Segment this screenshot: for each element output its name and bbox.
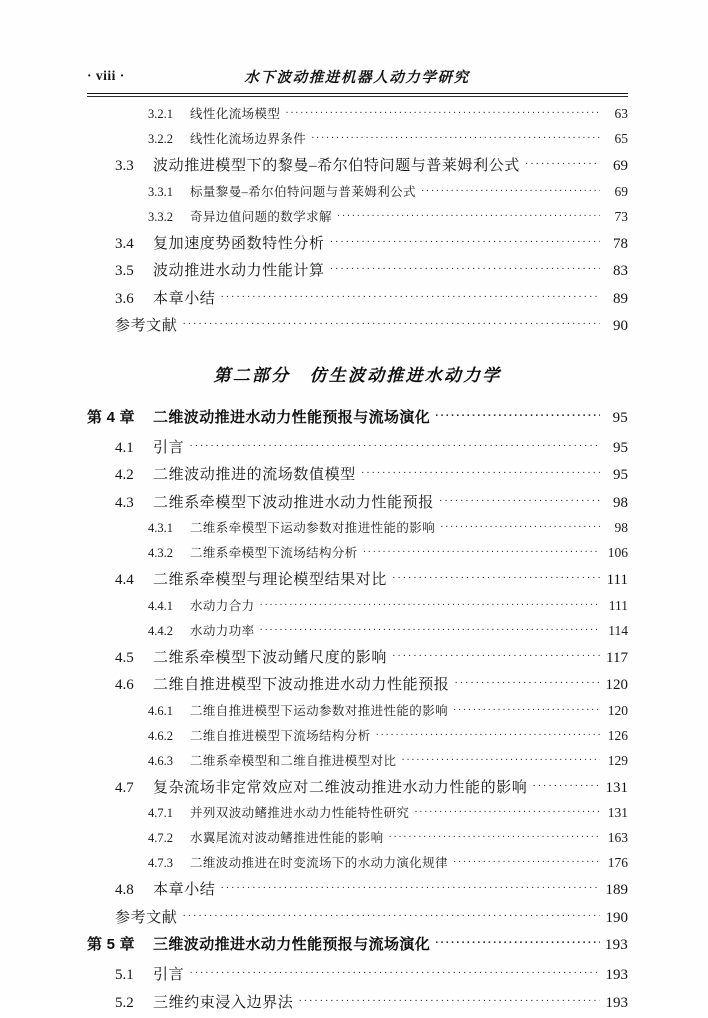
toc-entry-page-number: 114 xyxy=(602,623,628,639)
toc-entry-title: 本章小结 xyxy=(153,287,215,308)
toc-entry-page-number: 95 xyxy=(602,440,628,457)
toc-entry-title: 二维系牵模型下运动参数对推进性能的影响 xyxy=(190,518,435,536)
toc-entry-page-number: 95 xyxy=(602,410,628,427)
toc-entry-number: 3.6 xyxy=(115,291,153,308)
toc-entry-level-3[interactable] xyxy=(87,182,628,207)
toc-dot-leader xyxy=(525,158,600,170)
toc-entry-title: 复加速度势函数特性分析 xyxy=(153,232,325,253)
toc-entry-level-2[interactable] xyxy=(87,906,628,934)
toc-dot-leader xyxy=(361,467,600,479)
toc-entry-number: 4.6.1 xyxy=(148,704,190,719)
toc-entry-page-number: 111 xyxy=(602,572,628,589)
toc-entry-number: 4.6 xyxy=(115,677,153,694)
toc-dot-leader xyxy=(421,186,600,197)
toc-dot-leader xyxy=(453,857,600,868)
toc-entry-level-2[interactable] xyxy=(87,154,628,182)
toc-entry-level-2[interactable] xyxy=(87,463,628,491)
toc-entry-page-number: 69 xyxy=(602,184,628,200)
toc-entry-level-2[interactable] xyxy=(87,568,628,596)
toc-entry-page-number: 63 xyxy=(602,106,628,122)
toc-entry-level-2[interactable] xyxy=(87,436,628,464)
toc-entry-level-2[interactable] xyxy=(87,646,628,674)
toc-entry-number: 3.3.1 xyxy=(148,185,190,200)
toc-dot-leader xyxy=(532,780,600,792)
toc-entry-title: 三维约束浸入边界法 xyxy=(153,991,293,1012)
toc-dot-leader xyxy=(189,967,600,979)
toc-entry-title: 波动推进水动力性能计算 xyxy=(153,259,325,280)
toc-entry-level-3[interactable] xyxy=(87,853,628,878)
toc-dot-leader xyxy=(220,291,600,303)
toc-entry-page-number: 117 xyxy=(602,650,628,667)
toc-entry-page-number: 106 xyxy=(602,545,628,561)
toc-entry-level-1[interactable] xyxy=(87,406,628,436)
toc-entry-number: 4.6.2 xyxy=(148,729,190,744)
toc-dot-leader xyxy=(285,108,600,119)
toc-dot-leader xyxy=(414,807,600,818)
toc-entry-page-number: 95 xyxy=(602,467,628,484)
toc-dot-leader xyxy=(182,318,600,330)
toc-entry-level-2[interactable] xyxy=(87,991,628,1018)
toc-entry-page-number: 126 xyxy=(602,728,628,744)
toc-entry-title: 二维系牵模型下波动推进水动力性能预报 xyxy=(153,491,434,512)
toc-entry-title: 二维波动推进的流场数值模型 xyxy=(153,463,356,484)
toc-entry-number: 4.1 xyxy=(115,440,153,457)
toc-dot-leader xyxy=(363,547,600,558)
toc-entry-page-number: 131 xyxy=(602,780,628,797)
toc-entry-level-1[interactable] xyxy=(87,933,628,963)
toc-entry-level-2[interactable] xyxy=(87,314,628,342)
toc-entry-level-2[interactable] xyxy=(87,259,628,287)
running-title: 水下波动推进机器人动力学研究 xyxy=(87,66,627,87)
toc-entry-title: 复杂流场非定常效应对二维波动推进水动力性能的影响 xyxy=(153,776,527,797)
toc-entry-number: 4.7.1 xyxy=(148,806,190,821)
toc-entry-number: 4.6.3 xyxy=(148,754,190,769)
toc-dot-leader xyxy=(454,677,600,689)
table-of-contents xyxy=(87,104,628,1018)
toc-entry-number: 3.4 xyxy=(115,236,153,253)
toc-entry-level-3[interactable] xyxy=(87,129,628,154)
toc-entry-level-3[interactable] xyxy=(87,543,628,568)
toc-dot-leader xyxy=(330,236,600,248)
toc-entry-page-number: 98 xyxy=(602,520,628,536)
toc-dot-leader xyxy=(392,650,600,662)
toc-entry-level-3[interactable] xyxy=(87,701,628,726)
toc-entry-number: 4.3.2 xyxy=(148,546,190,561)
toc-entry-page-number: 98 xyxy=(602,495,628,512)
toc-entry-page-number: 193 xyxy=(602,937,628,954)
toc-dot-leader xyxy=(189,440,600,452)
toc-entry-level-2[interactable] xyxy=(87,963,628,991)
toc-entry-title: 二维波动推进在时变流场下的水动力演化规律 xyxy=(190,853,448,871)
toc-entry-level-3[interactable] xyxy=(87,621,628,646)
page-folio: · viii · xyxy=(87,68,125,84)
toc-dot-leader xyxy=(337,211,600,222)
toc-entry-number: 3.2.1 xyxy=(148,107,190,122)
toc-dot-leader xyxy=(439,495,600,507)
toc-dot-leader xyxy=(311,133,600,144)
toc-dot-leader xyxy=(220,882,600,894)
toc-entry-number: 4.7.2 xyxy=(148,831,190,846)
toc-entry-title: 奇异边值问题的数学求解 xyxy=(190,207,332,225)
toc-dot-leader xyxy=(453,705,600,716)
toc-entry-number: 5.1 xyxy=(115,967,153,984)
page-header xyxy=(87,66,627,94)
toc-dot-leader xyxy=(376,730,600,741)
toc-entry-title: 二维系牵模型下波动鳍尺度的影响 xyxy=(153,646,387,667)
toc-entry-page-number: 120 xyxy=(602,677,628,694)
toc-entry-title: 二维自推进模型下运动参数对推进性能的影响 xyxy=(190,701,448,719)
toc-dot-leader xyxy=(435,410,600,422)
toc-entry-level-2[interactable] xyxy=(87,673,628,701)
toc-entry-number: 4.4.2 xyxy=(148,624,190,639)
toc-entry-title: 二维波动推进水动力性能预报与流场演化 xyxy=(153,406,430,427)
part-divider-heading xyxy=(87,342,628,406)
toc-entry-number: 第 4 章 xyxy=(87,406,153,427)
toc-entry-title: 三维波动推进水动力性能预报与流场演化 xyxy=(153,933,430,954)
toc-entry-page-number: 120 xyxy=(602,703,628,719)
toc-entry-title: 二维系牵模型与理论模型结果对比 xyxy=(153,568,387,589)
toc-dot-leader xyxy=(298,995,600,1007)
toc-dot-leader xyxy=(182,910,600,922)
toc-dot-leader xyxy=(260,600,600,611)
toc-entry-page-number: 193 xyxy=(602,995,628,1012)
toc-entry-title: 线性化流场边界条件 xyxy=(190,129,306,147)
toc-entry-number: 3.3.2 xyxy=(148,210,190,225)
toc-entry-title: 引言 xyxy=(153,963,184,984)
header-divider-rule xyxy=(87,93,628,94)
toc-entry-level-3[interactable] xyxy=(87,828,628,853)
toc-entry-title: 水翼尾流对波动鳍推进性能的影响 xyxy=(190,828,384,846)
toc-entry-title: 二维自推进模型下波动推进水动力性能预报 xyxy=(153,673,449,694)
toc-entry-level-2[interactable] xyxy=(87,491,628,519)
toc-entry-page-number: 65 xyxy=(602,131,628,147)
toc-entry-page-number: 129 xyxy=(602,753,628,769)
toc-dot-leader xyxy=(260,625,600,636)
toc-entry-number: 4.4.1 xyxy=(148,599,190,614)
toc-entry-number: 5.2 xyxy=(115,995,153,1012)
toc-entry-title: 波动推进模型下的黎曼–希尔伯特问题与普莱姆利公式 xyxy=(153,154,520,175)
toc-entry-title: 引言 xyxy=(153,436,184,457)
toc-entry-title: 参考文献 xyxy=(115,906,177,927)
toc-entry-number: 3.5 xyxy=(115,263,153,280)
toc-entry-level-3[interactable] xyxy=(87,596,628,621)
toc-entry-title: 参考文献 xyxy=(115,314,177,335)
toc-entry-level-3[interactable] xyxy=(87,207,628,232)
toc-entry-level-3[interactable] xyxy=(87,751,628,776)
toc-entry-level-3[interactable] xyxy=(87,518,628,543)
toc-entry-page-number: 90 xyxy=(602,318,628,335)
toc-entry-level-3[interactable] xyxy=(87,803,628,828)
toc-entry-title: 并列双波动鳍推进水动力性能特性研究 xyxy=(190,803,409,821)
toc-dot-leader xyxy=(389,832,600,843)
toc-entry-title: 二维系牵模型下流场结构分析 xyxy=(190,543,358,561)
toc-dot-leader xyxy=(330,263,600,275)
toc-entry-page-number: 69 xyxy=(602,158,628,175)
toc-entry-page-number: 111 xyxy=(602,598,628,614)
toc-entry-page-number: 193 xyxy=(602,967,628,984)
toc-entry-page-number: 89 xyxy=(602,291,628,308)
toc-entry-number: 4.7.3 xyxy=(148,856,190,871)
toc-entry-number: 3.2.2 xyxy=(148,132,190,147)
toc-entry-number: 第 5 章 xyxy=(87,933,153,954)
toc-entry-title: 水动力合力 xyxy=(190,596,255,614)
toc-entry-number: 4.4 xyxy=(115,572,153,589)
toc-entry-level-3[interactable] xyxy=(87,726,628,751)
toc-entry-title: 二维系牵模型和二维自推进模型对比 xyxy=(190,751,396,769)
toc-entry-number: 4.5 xyxy=(115,650,153,667)
toc-entry-page-number: 131 xyxy=(602,805,628,821)
toc-entry-number: 4.8 xyxy=(115,882,153,899)
toc-entry-level-2[interactable] xyxy=(87,232,628,260)
toc-dot-leader xyxy=(392,572,600,584)
toc-entry-level-3[interactable] xyxy=(87,104,628,129)
toc-entry-number: 4.3.1 xyxy=(148,521,190,536)
toc-dot-leader xyxy=(440,522,600,533)
toc-dot-leader xyxy=(401,755,600,766)
toc-dot-leader xyxy=(435,937,600,949)
toc-entry-page-number: 176 xyxy=(602,855,628,871)
toc-entry-title: 线性化流场模型 xyxy=(190,104,280,122)
toc-entry-page-number: 189 xyxy=(602,882,628,899)
toc-entry-number: 4.7 xyxy=(115,780,153,797)
toc-entry-number: 4.2 xyxy=(115,467,153,484)
toc-entry-page-number: 190 xyxy=(602,910,628,927)
toc-entry-level-2[interactable] xyxy=(87,776,628,804)
toc-entry-page-number: 163 xyxy=(602,830,628,846)
toc-entry-level-2[interactable] xyxy=(87,878,628,906)
toc-entry-page-number: 78 xyxy=(602,236,628,253)
toc-entry-title: 二维自推进模型下流场结构分析 xyxy=(190,726,371,744)
toc-entry-page-number: 73 xyxy=(602,209,628,225)
toc-entry-level-2[interactable] xyxy=(87,287,628,315)
toc-entry-page-number: 83 xyxy=(602,263,628,280)
toc-entry-number: 3.3 xyxy=(115,158,153,175)
toc-entry-title: 本章小结 xyxy=(153,878,215,899)
toc-entry-title: 标量黎曼–希尔伯特问题与普莱姆利公式 xyxy=(190,182,416,200)
toc-entry-number: 4.3 xyxy=(115,495,153,512)
part-title-text: 第二部分 仿生波动推进水动力学 xyxy=(214,361,502,386)
toc-entry-title: 水动力功率 xyxy=(190,621,255,639)
